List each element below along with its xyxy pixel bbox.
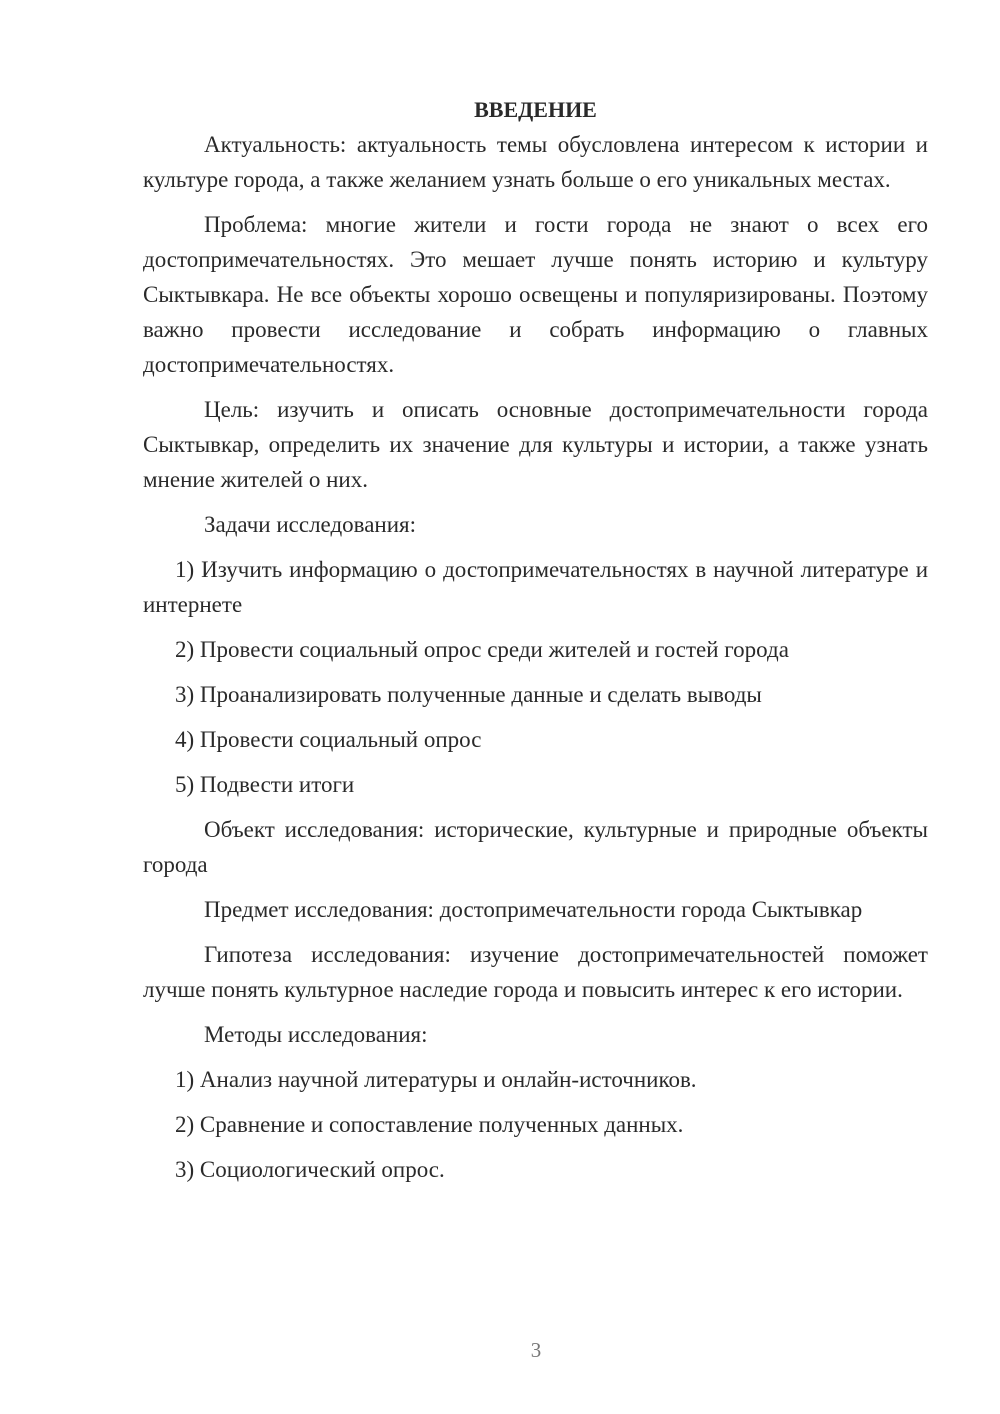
page-number: 3: [530, 1338, 542, 1362]
task-item-2: 2) Провести социальный опрос среди жителей и гостей города: [175, 637, 789, 662]
method-item-3: 3) Социологический опрос.: [175, 1157, 445, 1182]
paragraph-problem: Проблема: многие жители и гости города не знают о всех его достопримечательностях. Это мешает лучше понять историю и культуру Сыктывкара. Не все объекты хорошо освещены и популяризированы. Поэтому важно провести исследование и собрать информацию о главных достопримечательностях.: [143, 212, 928, 377]
paragraph-relevance: Актуальность: актуальность темы обусловлена интересом к истории и культуре города, а также желанием узнать больше о его уникальных местах.: [143, 132, 928, 192]
paragraph-object: Объект исследования: исторические, культурные и природные объекты города: [143, 817, 928, 877]
method-item-1: 1) Анализ научной литературы и онлайн-источников.: [175, 1067, 697, 1092]
tasks-heading: Задачи исследования:: [204, 512, 417, 537]
paragraph-hypothesis: Гипотеза исследования: изучение достопримечательностей поможет лучше понять культурное наследие города и повысить интерес к его истории.: [143, 942, 928, 1002]
task-item-1: 1) Изучить информацию о достопримечательностях в научной литературе и интернете: [143, 557, 928, 617]
task-item-5: 5) Подвести итоги: [175, 772, 355, 797]
paragraph-goal: Цель: изучить и описать основные достопримечательности города Сыктывкар, определить их значение для культуры и истории, а также узнать мнение жителей о них.: [143, 397, 928, 492]
document-body: [143, 92, 928, 1197]
method-item-2: 2) Сравнение и сопоставление полученных данных.: [175, 1112, 684, 1137]
task-item-4: 4) Провести социальный опрос: [175, 727, 482, 752]
methods-heading: Методы исследования:: [204, 1022, 428, 1047]
task-item-3: 3) Проанализировать полученные данные и сделать выводы: [175, 682, 762, 707]
paragraph-subject: Предмет исследования: достопримечательности города Сыктывкар: [204, 897, 863, 922]
section-title: ВВЕДЕНИЕ: [474, 97, 597, 122]
